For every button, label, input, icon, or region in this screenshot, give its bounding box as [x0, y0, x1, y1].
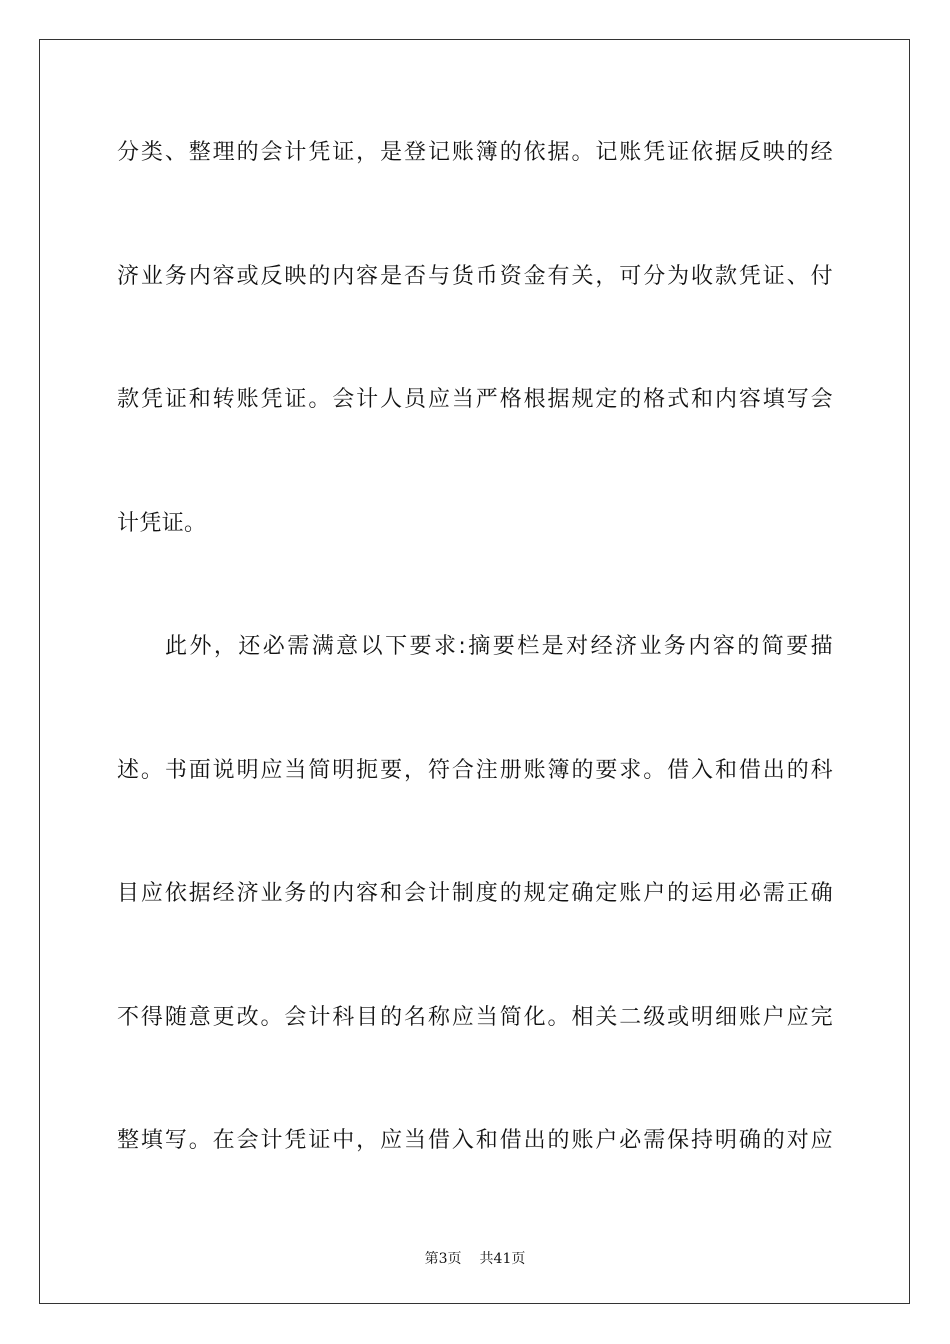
- page-number: 第3页: [424, 1251, 462, 1267]
- body-line-3: 款凭证和转账凭证。会计人员应当严格根据规定的格式和内容填写会: [117, 387, 833, 412]
- body-line-4: 计凭证。: [117, 511, 207, 536]
- page-border: [39, 39, 910, 1304]
- page-footer: [0, 1248, 950, 1268]
- body-line-6: 述。书面说明应当简明扼要，符合注册账簿的要求。借入和借出的科: [117, 758, 833, 783]
- body-line-5: 此外，还必需满意以下要求:摘要栏是对经济业务内容的简要描: [165, 634, 833, 659]
- body-line-1: 分类、整理的会计凭证，是登记账簿的依据。记账凭证依据反映的经: [117, 140, 833, 165]
- page-total: 共41页: [479, 1251, 526, 1267]
- body-line-8: 不得随意更改。会计科目的名称应当简化。相关二级或明细账户应完: [117, 1005, 833, 1030]
- body-line-2: 济业务内容或反映的内容是否与货币资金有关，可分为收款凭证、付: [117, 264, 833, 289]
- body-line-7: 目应依据经济业务的内容和会计制度的规定确定账户的运用必需正确: [117, 881, 833, 906]
- body-line-9: 整填写。在会计凭证中，应当借入和借出的账户必需保持明确的对应: [117, 1128, 833, 1153]
